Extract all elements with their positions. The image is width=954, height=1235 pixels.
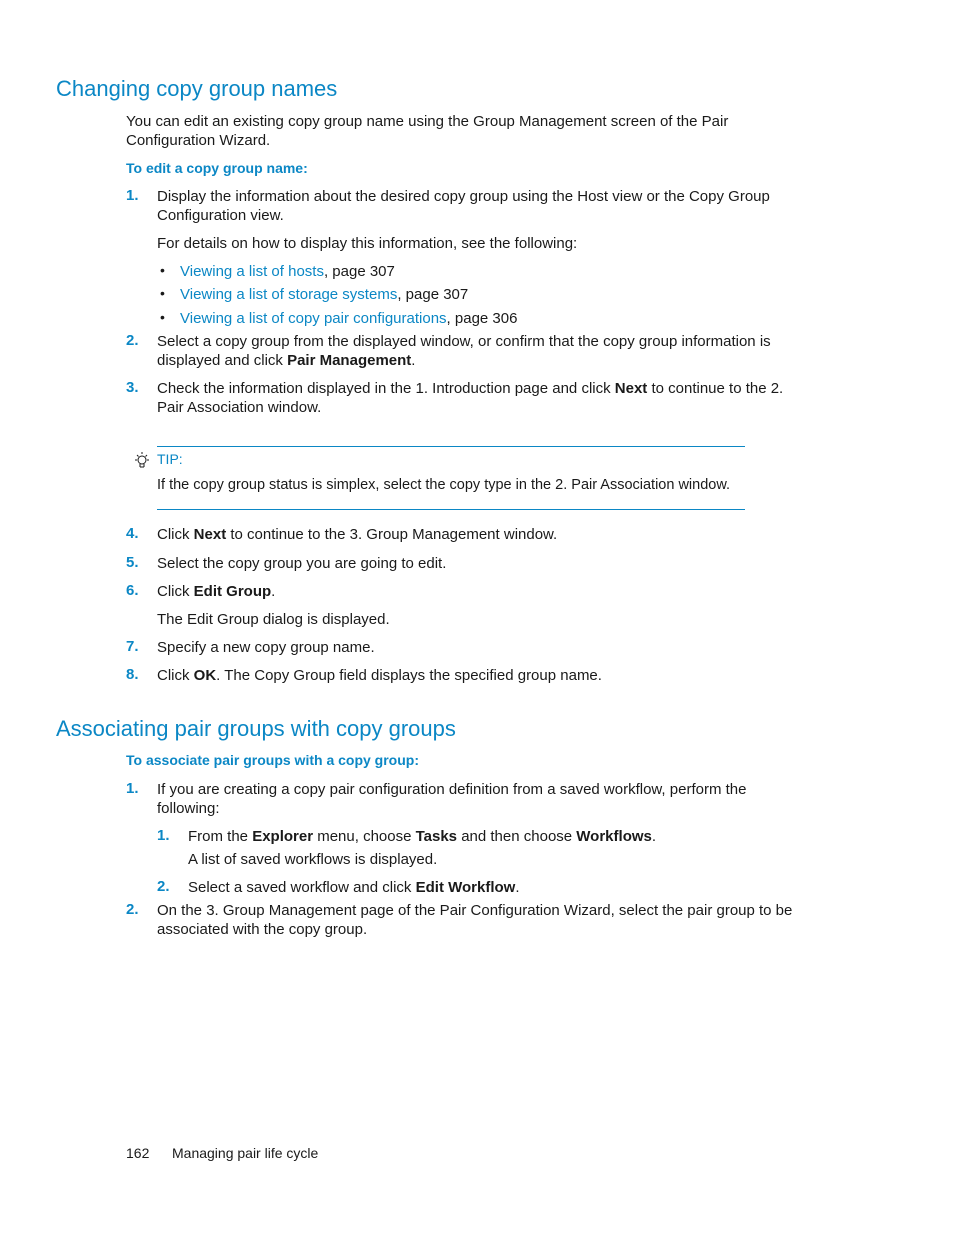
page-number: 162 [126,1145,150,1161]
substep-number: 2. [157,878,170,895]
step-number: 8. [126,666,139,683]
step-number: 5. [126,554,139,571]
step-number: 6. [126,582,139,599]
substep-text: Select a saved workflow and click Edit Workflow. [188,879,520,896]
substep-result: A list of saved workflows is displayed. [188,851,438,868]
link-page-ref: , page 306 [446,310,518,327]
procedure-heading-associate-pair-groups: To associate pair groups with a copy group: [126,752,420,768]
step-number: 2. [126,332,139,349]
tip-top-rule [157,446,745,447]
step-text: Specify a new copy group name. [157,639,375,656]
step-text: Select a copy group from the displayed window, or confirm that the copy group information is displayed and click Pair Management. [157,333,771,369]
step-number: 3. [126,379,139,396]
link-item [180,309,830,328]
step-text: Check the information displayed in the 1. Introduction page and click Next to continue to the 2. Pair Association window. [157,380,784,416]
link-item [180,285,830,304]
step-result: The Edit Group dialog is displayed. [157,611,390,628]
link-page-ref: , page 307 [397,286,469,303]
step-text: Display the information about the desired copy group using the Host view or the Copy Group Configuration view. [157,188,770,224]
chapter-title: Managing pair life cycle [172,1145,319,1161]
tip-label: TIP: [157,451,183,467]
step-text: Click OK. The Copy Group field displays the specified group name. [157,667,602,684]
link-viewing-hosts[interactable]: Viewing a list of hosts [180,263,324,280]
step-number: 7. [126,638,139,655]
step-number: 4. [126,525,139,542]
substep-number: 1. [157,827,170,844]
section-title-associating-pair-groups: Associating pair groups with copy groups [56,716,456,741]
tip-text: If the copy group status is simplex, select the copy type in the 2. Pair Association window. [157,477,731,493]
step-text: If you are creating a copy pair configuration definition from a saved workflow, perform the following: [157,781,747,817]
tip-bottom-rule [157,509,745,510]
step-number: 2. [126,901,139,918]
step-text: Select the copy group you are going to edit. [157,555,447,572]
bullet-icon: • [160,309,165,325]
step-text: On the 3. Group Management page of the Pair Configuration Wizard, select the pair group to be associated with the copy group. [157,902,793,938]
link-viewing-copy-pair-configurations[interactable]: Viewing a list of copy pair configurations [180,310,447,327]
step-details: For details on how to display this information, see the following: [157,235,578,252]
substep-text: From the Explorer menu, choose Tasks and then choose Workflows. [188,828,657,845]
link-item [180,262,830,281]
section-title-changing-copy-group-names: Changing copy group names [56,76,338,101]
step-number: 1. [126,187,139,204]
link-page-ref: , page 307 [323,263,395,280]
section-intro: You can edit an existing copy group name using the Group Management screen of the Pair Configuration Wizard. [126,113,729,149]
step-number: 1. [126,780,139,797]
lightbulb-icon [133,451,151,471]
link-viewing-storage-systems[interactable]: Viewing a list of storage systems [180,286,398,303]
bullet-icon: • [160,285,165,301]
bullet-icon: • [160,262,165,278]
step-text: Click Edit Group. [157,583,276,600]
step-text: Click Next to continue to the 3. Group Management window. [157,526,558,543]
procedure-heading-edit-copy-group: To edit a copy group name: [126,160,308,176]
